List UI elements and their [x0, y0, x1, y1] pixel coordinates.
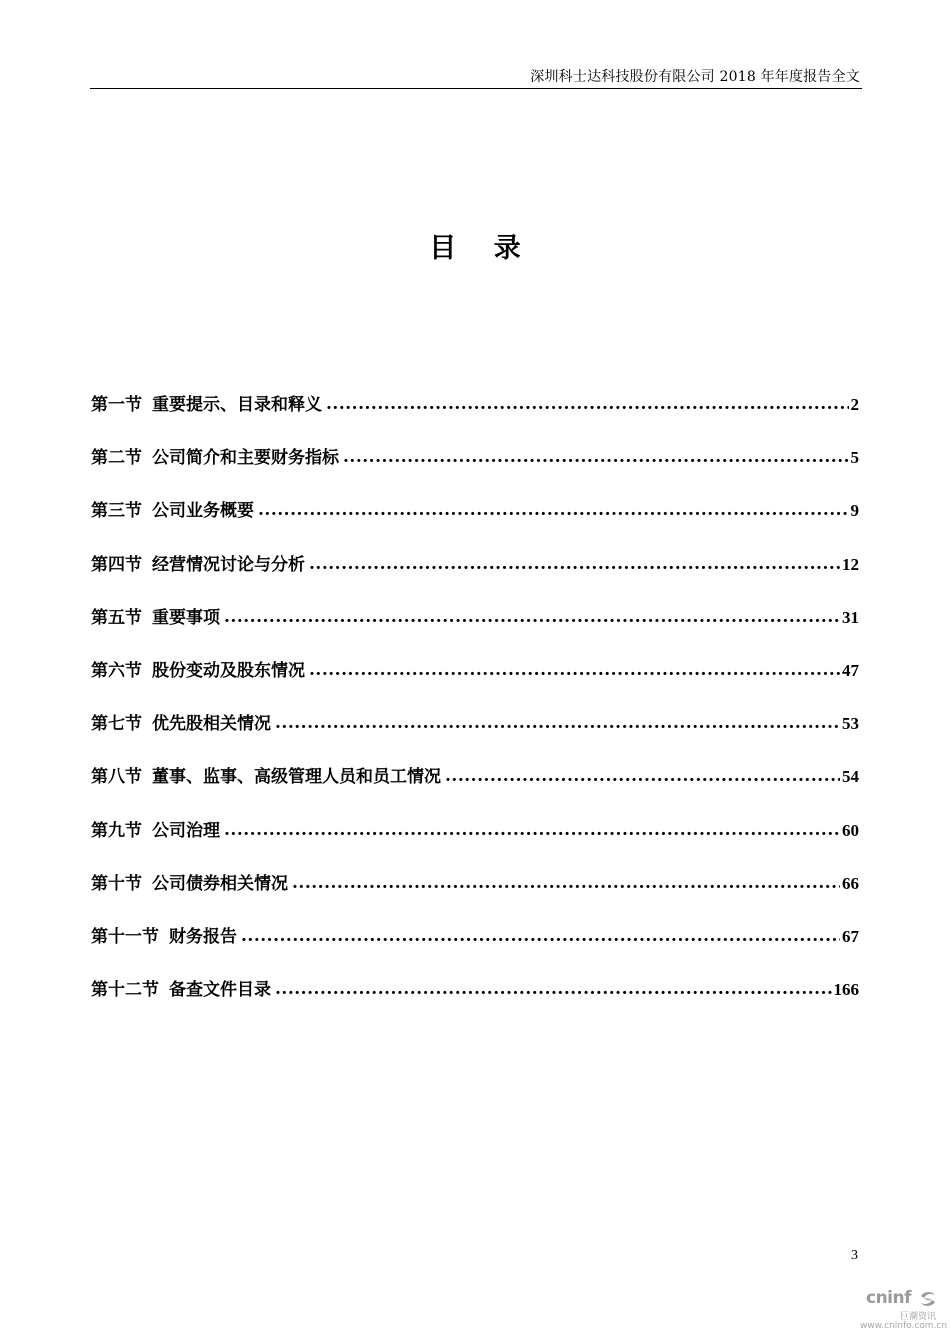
- toc-entry[interactable]: [91, 392, 859, 445]
- toc-section-name: 公司债券相关情况: [152, 873, 288, 894]
- toc-entry[interactable]: [91, 871, 859, 924]
- toc-dot-leader: [275, 976, 832, 1002]
- toc-section-name: 重要事项: [152, 607, 220, 628]
- toc-dot-leader: [241, 923, 840, 949]
- toc-dot-leader: [224, 817, 840, 843]
- toc-page-number: 47: [842, 660, 859, 680]
- toc-dot-leader: [275, 710, 840, 736]
- toc-page-number: 12: [842, 554, 859, 574]
- toc-section-number: 第三节: [91, 501, 142, 522]
- toc-section-name: 股份变动及股东情况: [152, 660, 305, 681]
- toc-entry[interactable]: [91, 658, 859, 711]
- toc-section-name: 重要提示、目录和释义: [152, 395, 322, 415]
- toc-section-number: 第六节: [91, 660, 142, 681]
- toc-page-number: 66: [842, 873, 859, 893]
- toc-dot-leader: [343, 444, 849, 470]
- toc-page-number: 54: [842, 767, 859, 787]
- toc-section-name: 公司业务概要: [152, 501, 254, 522]
- toc-dot-leader: [445, 763, 840, 789]
- toc-section-name: 公司治理: [152, 820, 220, 841]
- cninfo-watermark: [860, 1288, 948, 1334]
- toc-section-number: 第八节: [91, 767, 142, 788]
- cninfo-logo-icon: [918, 1290, 938, 1308]
- header-title: 深圳科士达科技股份有限公司 2018 年年度报告全文: [530, 69, 860, 85]
- toc-section-number: 第二节: [91, 448, 142, 469]
- toc-page-number: 5: [850, 448, 859, 468]
- toc-page-number: 166: [833, 980, 859, 1000]
- toc-page-number: 60: [842, 820, 859, 840]
- toc-dot-leader: [309, 657, 840, 683]
- watermark-url: www.cninfo.com.cn: [860, 1321, 948, 1331]
- toc-section-number: 第五节: [91, 607, 142, 628]
- page-header: [90, 62, 862, 89]
- toc-section-number: 第一节: [91, 395, 142, 415]
- toc-entry[interactable]: [91, 445, 859, 498]
- toc-entry[interactable]: [91, 924, 859, 977]
- toc-section-name: 董事、监事、高级管理人员和员工情况: [152, 767, 441, 788]
- toc-section-name: 优先股相关情况: [152, 714, 271, 735]
- toc-section-number: 第十二节: [91, 980, 159, 1001]
- toc-section-name: 公司简介和主要财务指标: [152, 448, 339, 469]
- toc-section-number: 第十一节: [91, 926, 159, 947]
- toc-dot-leader: [224, 604, 840, 630]
- toc-entry[interactable]: [91, 711, 859, 764]
- watermark-chinese: 巨潮资讯: [900, 1312, 937, 1322]
- toc-section-number: 第九节: [91, 820, 142, 841]
- toc-page-number: 2: [850, 395, 859, 414]
- toc-dot-leader: [326, 391, 849, 417]
- page-number: 3: [851, 1248, 858, 1263]
- toc-dot-leader: [292, 870, 840, 896]
- toc-entry[interactable]: [91, 498, 859, 551]
- toc-section-name: 备查文件目录: [169, 980, 271, 1001]
- toc-section-number: 第七节: [91, 714, 142, 735]
- toc-page-number: 9: [850, 501, 859, 521]
- document-title: 目 录: [429, 233, 535, 264]
- toc-page-number: 67: [842, 926, 859, 946]
- toc-dot-leader: [309, 551, 840, 577]
- toc-entry[interactable]: [91, 764, 859, 817]
- toc-page-number: 53: [842, 714, 859, 734]
- watermark-logo-text: cninf: [866, 1288, 912, 1308]
- toc-section-number: 第十节: [91, 873, 142, 894]
- toc-entry[interactable]: [91, 552, 859, 605]
- toc-section-name: 财务报告: [169, 926, 237, 947]
- toc-page-number: 31: [842, 607, 859, 627]
- toc-dot-leader: [258, 497, 849, 523]
- toc-section-number: 第四节: [91, 554, 142, 575]
- table-of-contents: [91, 392, 859, 1030]
- toc-entry[interactable]: [91, 977, 859, 1030]
- toc-section-name: 经营情况讨论与分析: [152, 554, 305, 575]
- toc-entry[interactable]: [91, 818, 859, 871]
- toc-entry[interactable]: [91, 605, 859, 658]
